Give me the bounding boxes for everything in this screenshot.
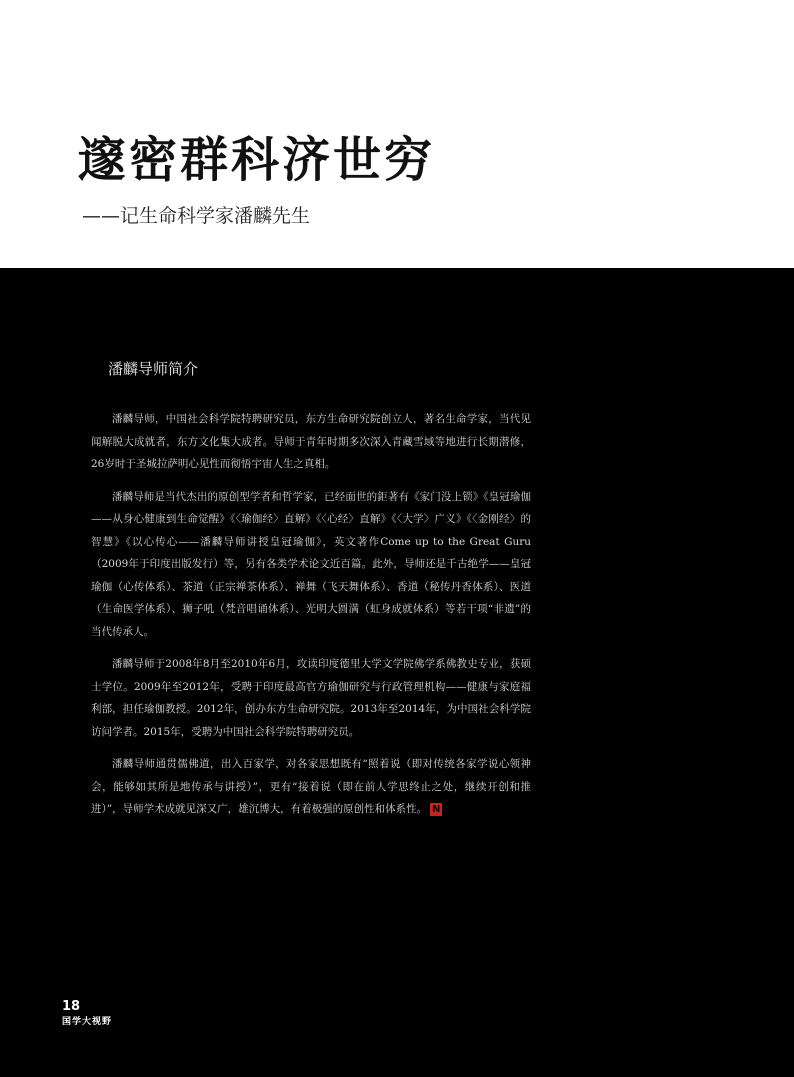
paragraph-2: 潘麟导师是当代杰出的原创型学者和哲学家，已经面世的鉅著有《家门没上锁》《皇冠瑜伽——从身心健康到生命觉醒》《〈瑜伽经〉直解》《〈心经〉直解》《〈大学〉广义》《〈金刚经〉的智慧》《以心传心——潘麟导师讲授皇冠瑜伽》，英文著作Come up to the Great Guru（2009年于印度出版发行）等，另有各类学术论文近百篇。此外，导师还是千古绝学——皇冠瑜伽（心传体系）、茶道（正宗禅茶体系）、禅舞（飞天舞体系）、香道（秘传丹香体系）、医道（生命医学体系）、狮子吼（梵音唱诵体系）、光明大圆满（虹身成就体系）等若干项“非遗”的当代传承人。	[91, 490, 531, 638]
paragraph-4	[91, 753, 531, 821]
title-banner	[0, 0, 794, 268]
page-subtitle: ——记生命科学家潘麟先生	[82, 205, 311, 227]
end-mark-icon: N	[431, 803, 441, 815]
page-title: 邃密群科济世穷	[78, 132, 436, 188]
paragraph-1: 潘麟导师，中国社会科学院特聘研究员，东方生命研究院创立人，著名生命学家，当代见闻解脱大成就者，东方文化集大成者。导师于青年时期多次深入青藏雪域等地进行长期潜修，26岁时于圣城拉萨明心见性而彻悟宇宙人生之真相。	[91, 413, 531, 470]
paragraph-3: 潘麟导师于2008年8月至2010年6月，攻读印度德里大学文学院佛学系佛教史专业，获硕士学位。2009年至2012年，受聘于印度最高官方瑜伽研究与行政管理机构——健康与家庭福利部，担任瑜伽教授。2012年，创办东方生命研究院。2013年至2014年，为中国社会科学院访问学者。2015年，受聘为中国社会科学院特聘研究员。	[91, 658, 531, 738]
page-number: 18	[62, 999, 81, 1014]
article-body	[91, 408, 531, 821]
section-heading: 潘麟导师简介	[108, 360, 199, 378]
paragraph-4-text: 潘麟导师通贯儒佛道，出入百家学，对各家思想既有“照着说（即对传统各家学说心领神会，能够如其所是地传承与讲授）”，更有“接着说（即在前人学思终止之处，继续开创和推进）”，导师学术成就见深又广，雄沉博大，有着极强的原创性和体系性。	[91, 758, 531, 815]
magazine-logo: 国学大视野	[62, 1017, 113, 1027]
